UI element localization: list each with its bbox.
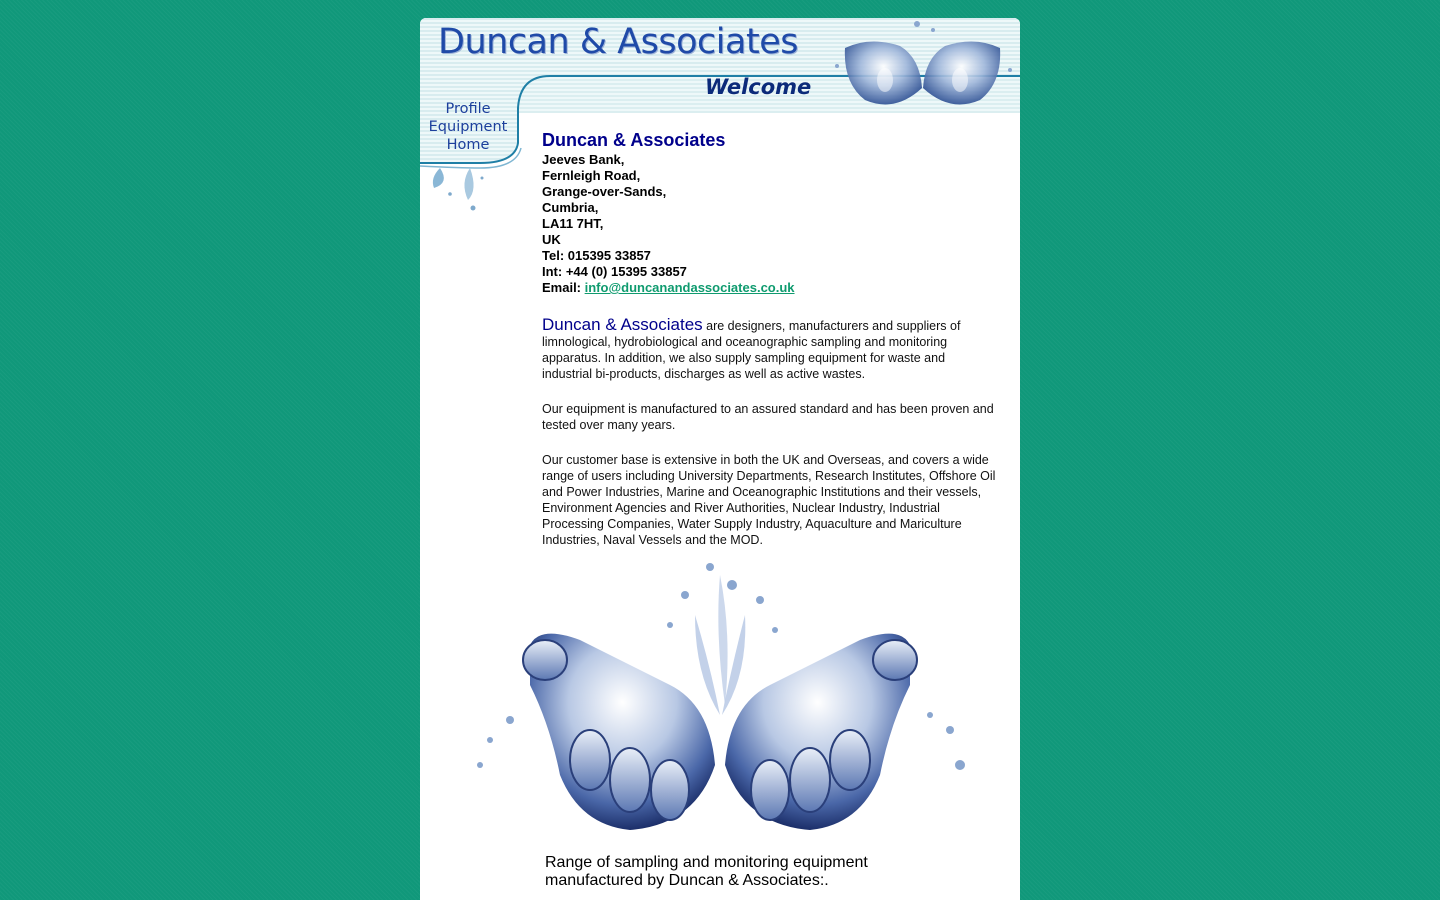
international-telephone: Int: +44 (0) 15395 33857 bbox=[542, 264, 687, 279]
address-line: Fernleigh Road, bbox=[542, 168, 641, 183]
email-link[interactable]: info@duncanandassociates.co.uk bbox=[584, 280, 795, 295]
address-line: Grange-over-Sands, bbox=[542, 184, 667, 199]
telephone: Tel: 015395 33857 bbox=[542, 248, 651, 263]
intro-text: are designers, manufacturers and suppliers of limnological, hydrobiological and oceanographic sampling and monitoring apparatus. In addition, we also supply sampling equipment for waste and industrial bi-products, discharges as well as active wastes. bbox=[542, 319, 961, 381]
address-line: UK bbox=[542, 232, 561, 247]
main-nav bbox=[420, 100, 516, 154]
intro-paragraph bbox=[542, 317, 997, 382]
site-title: Duncan & Associates bbox=[438, 22, 798, 62]
address-line: LA11 7HT, bbox=[542, 216, 604, 231]
customers-paragraph: Our customer base is extensive in both the UK and Overseas, and covers a wide range of users including University Departments, Research Institutes, Offshore Oil and Power Industries, Marine and Oceanographic Institutions and their vessels, Environment Agencies and River Authorities, Nuclear Industry, Industrial Processing Companies, Water Supply Industry, Aquaculture and Mariculture Industries, Naval Vessels and the MOD. bbox=[542, 453, 996, 547]
main-content bbox=[542, 130, 997, 548]
page-container bbox=[420, 18, 1020, 900]
standard-paragraph: Our equipment is manufactured to an assured standard and has been proven and tested over many years. bbox=[542, 402, 994, 432]
water-hands-logo bbox=[825, 18, 1020, 118]
nav-item-home[interactable]: Home bbox=[446, 137, 490, 153]
address-line: Cumbria, bbox=[542, 200, 599, 215]
page-heading: Welcome bbox=[705, 75, 812, 99]
water-hands-image bbox=[470, 555, 970, 840]
equipment-caption bbox=[545, 854, 925, 890]
email-label: Email: bbox=[542, 280, 585, 295]
brand-name: Duncan & Associates bbox=[542, 315, 703, 334]
caption-line: Range of sampling and monitoring equipment bbox=[545, 854, 868, 871]
caption-line: manufactured by Duncan & Associates:. bbox=[545, 872, 829, 889]
company-heading: Duncan & Associates bbox=[542, 130, 726, 150]
email-row bbox=[542, 280, 997, 296]
address-block bbox=[542, 152, 997, 296]
nav-item-equipment[interactable]: Equipment bbox=[428, 119, 508, 135]
address-line: Jeeves Bank, bbox=[542, 152, 625, 167]
nav-item-profile[interactable]: Profile bbox=[445, 101, 491, 117]
